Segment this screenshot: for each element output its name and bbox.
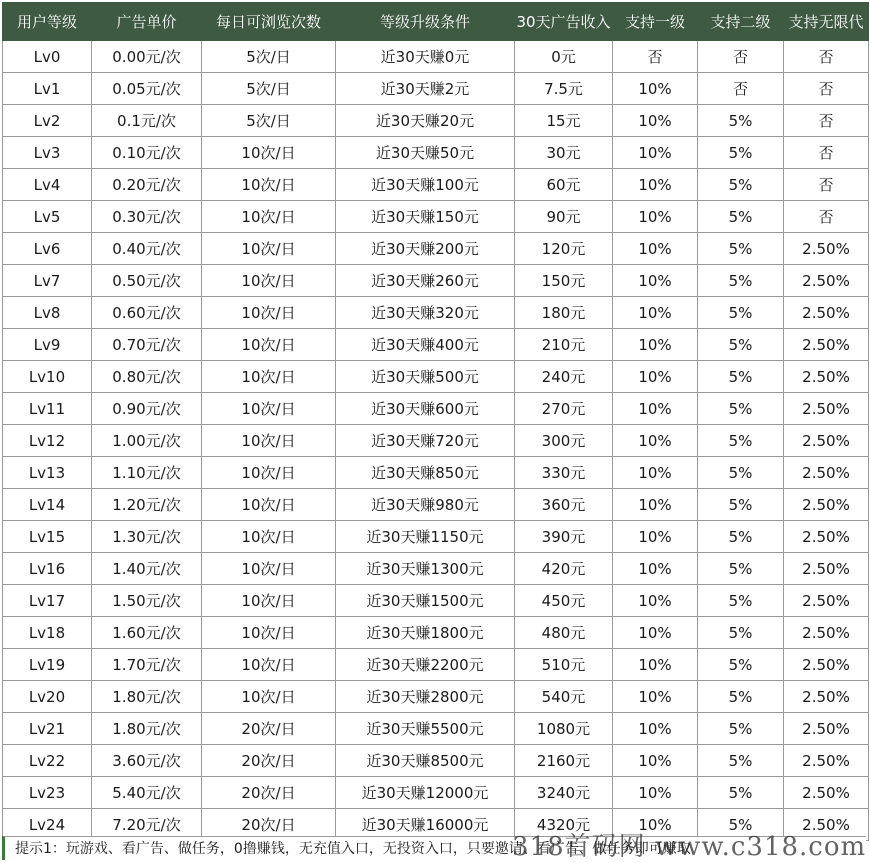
cell-30day-income: 510元	[515, 649, 613, 681]
level-table	[2, 2, 869, 841]
header-30day-income: 30天广告收入	[515, 3, 613, 41]
cell-30day-income: 390元	[515, 521, 613, 553]
cell-level-two: 5%	[698, 713, 784, 745]
cell-upgrade-condition: 近30天赚2200元	[336, 649, 515, 681]
cell-level: Lv15	[3, 521, 92, 553]
cell-30day-income: 15元	[515, 105, 613, 137]
cell-30day-income: 480元	[515, 617, 613, 649]
cell-30day-income: 450元	[515, 585, 613, 617]
table-body	[3, 41, 869, 841]
cell-30day-income: 540元	[515, 681, 613, 713]
table-row	[3, 73, 869, 105]
table-row	[3, 681, 869, 713]
cell-30day-income: 210元	[515, 329, 613, 361]
cell-unit-price: 0.70元/次	[92, 329, 202, 361]
table-row	[3, 169, 869, 201]
cell-unlimited: 2.50%	[784, 233, 869, 265]
cell-level-one: 10%	[613, 201, 698, 233]
cell-30day-income: 2160元	[515, 745, 613, 777]
cell-30day-income: 270元	[515, 393, 613, 425]
cell-unlimited: 2.50%	[784, 457, 869, 489]
table-row	[3, 361, 869, 393]
cell-level-two: 5%	[698, 393, 784, 425]
cell-unit-price: 1.70元/次	[92, 649, 202, 681]
table-row	[3, 617, 869, 649]
cell-unit-price: 0.40元/次	[92, 233, 202, 265]
cell-level-two: 5%	[698, 617, 784, 649]
cell-level: Lv14	[3, 489, 92, 521]
cell-level: Lv16	[3, 553, 92, 585]
cell-level: Lv23	[3, 777, 92, 809]
cell-daily-views: 10次/日	[202, 265, 336, 297]
cell-level-one: 10%	[613, 393, 698, 425]
header-level-one: 支持一级	[613, 3, 698, 41]
cell-level: Lv3	[3, 137, 92, 169]
cell-30day-income: 330元	[515, 457, 613, 489]
cell-unit-price: 1.60元/次	[92, 617, 202, 649]
cell-level-one: 10%	[613, 329, 698, 361]
table-row	[3, 41, 869, 73]
cell-daily-views: 5次/日	[202, 41, 336, 73]
cell-unlimited: 2.50%	[784, 617, 869, 649]
watermark: 318首码网 www.c318.com	[512, 832, 867, 862]
cell-upgrade-condition: 近30天赚1300元	[336, 553, 515, 585]
cell-level-one: 10%	[613, 297, 698, 329]
cell-level-two: 5%	[698, 649, 784, 681]
cell-level-one: 10%	[613, 777, 698, 809]
cell-unlimited: 否	[784, 41, 869, 73]
cell-unit-price: 0.05元/次	[92, 73, 202, 105]
cell-level-one: 10%	[613, 521, 698, 553]
header-ad-unit-price: 广告单价	[92, 3, 202, 41]
cell-daily-views: 10次/日	[202, 361, 336, 393]
table-row	[3, 457, 869, 489]
cell-daily-views: 10次/日	[202, 489, 336, 521]
cell-daily-views: 10次/日	[202, 521, 336, 553]
cell-level-two: 5%	[698, 777, 784, 809]
cell-daily-views: 10次/日	[202, 617, 336, 649]
header-row	[3, 3, 869, 41]
cell-daily-views: 10次/日	[202, 329, 336, 361]
table-row	[3, 585, 869, 617]
cell-unlimited: 2.50%	[784, 553, 869, 585]
cell-30day-income: 0元	[515, 41, 613, 73]
cell-level-one: 10%	[613, 137, 698, 169]
table-row	[3, 265, 869, 297]
cell-upgrade-condition: 近30天赚320元	[336, 297, 515, 329]
cell-level-two: 5%	[698, 233, 784, 265]
cell-unit-price: 0.60元/次	[92, 297, 202, 329]
cell-30day-income: 360元	[515, 489, 613, 521]
table-row	[3, 713, 869, 745]
cell-unlimited: 2.50%	[784, 329, 869, 361]
cell-unit-price: 0.50元/次	[92, 265, 202, 297]
table-row	[3, 777, 869, 809]
cell-level: Lv11	[3, 393, 92, 425]
cell-daily-views: 10次/日	[202, 201, 336, 233]
cell-level: Lv20	[3, 681, 92, 713]
cell-unit-price: 0.80元/次	[92, 361, 202, 393]
cell-daily-views: 10次/日	[202, 137, 336, 169]
cell-unit-price: 1.40元/次	[92, 553, 202, 585]
cell-level-one: 10%	[613, 489, 698, 521]
cell-level: Lv21	[3, 713, 92, 745]
cell-level: Lv22	[3, 745, 92, 777]
cell-unit-price: 0.1元/次	[92, 105, 202, 137]
cell-level-two: 5%	[698, 169, 784, 201]
cell-30day-income: 150元	[515, 265, 613, 297]
cell-upgrade-condition: 近30天赚16000元	[336, 809, 515, 841]
cell-unlimited: 否	[784, 137, 869, 169]
table-row	[3, 745, 869, 777]
cell-unlimited: 2.50%	[784, 361, 869, 393]
cell-upgrade-condition: 近30天赚20元	[336, 105, 515, 137]
cell-daily-views: 10次/日	[202, 425, 336, 457]
cell-daily-views: 10次/日	[202, 681, 336, 713]
cell-level: Lv6	[3, 233, 92, 265]
cell-level-one: 10%	[613, 617, 698, 649]
cell-level: Lv24	[3, 809, 92, 841]
cell-unit-price: 1.20元/次	[92, 489, 202, 521]
cell-level-one: 10%	[613, 649, 698, 681]
table-row	[3, 297, 869, 329]
cell-upgrade-condition: 近30天赚2元	[336, 73, 515, 105]
cell-unlimited: 2.50%	[784, 681, 869, 713]
cell-level-two: 5%	[698, 105, 784, 137]
cell-level-two: 5%	[698, 457, 784, 489]
cell-30day-income: 60元	[515, 169, 613, 201]
cell-unlimited: 2.50%	[784, 585, 869, 617]
cell-level: Lv18	[3, 617, 92, 649]
cell-upgrade-condition: 近30天赚12000元	[336, 777, 515, 809]
cell-daily-views: 10次/日	[202, 393, 336, 425]
cell-level-two: 5%	[698, 329, 784, 361]
cell-upgrade-condition: 近30天赚400元	[336, 329, 515, 361]
cell-upgrade-condition: 近30天赚1150元	[336, 521, 515, 553]
cell-unlimited: 2.50%	[784, 393, 869, 425]
cell-level-one: 否	[613, 41, 698, 73]
cell-unlimited: 2.50%	[784, 809, 869, 841]
table-row	[3, 137, 869, 169]
cell-upgrade-condition: 近30天赚600元	[336, 393, 515, 425]
table-row	[3, 425, 869, 457]
cell-upgrade-condition: 近30天赚980元	[336, 489, 515, 521]
cell-level: Lv12	[3, 425, 92, 457]
cell-upgrade-condition: 近30天赚850元	[336, 457, 515, 489]
cell-upgrade-condition: 近30天赚500元	[336, 361, 515, 393]
cell-unlimited: 2.50%	[784, 425, 869, 457]
cell-level-one: 10%	[613, 681, 698, 713]
cell-level-one: 10%	[613, 713, 698, 745]
cell-level: Lv13	[3, 457, 92, 489]
header-user-level: 用户等级	[3, 3, 92, 41]
cell-30day-income: 7.5元	[515, 73, 613, 105]
cell-level-two: 5%	[698, 585, 784, 617]
cell-level: Lv9	[3, 329, 92, 361]
cell-level-one: 10%	[613, 745, 698, 777]
cell-unit-price: 1.80元/次	[92, 681, 202, 713]
cell-30day-income: 300元	[515, 425, 613, 457]
cell-unit-price: 1.10元/次	[92, 457, 202, 489]
cell-level: Lv10	[3, 361, 92, 393]
cell-daily-views: 20次/日	[202, 777, 336, 809]
cell-upgrade-condition: 近30天赚1800元	[336, 617, 515, 649]
cell-level-two: 否	[698, 41, 784, 73]
cell-upgrade-condition: 近30天赚260元	[336, 265, 515, 297]
cell-level: Lv4	[3, 169, 92, 201]
cell-level: Lv5	[3, 201, 92, 233]
cell-level-two: 5%	[698, 745, 784, 777]
table-row	[3, 649, 869, 681]
cell-30day-income: 90元	[515, 201, 613, 233]
cell-level-two: 5%	[698, 361, 784, 393]
cell-30day-income: 3240元	[515, 777, 613, 809]
cell-level: Lv0	[3, 41, 92, 73]
cell-upgrade-condition: 近30天赚720元	[336, 425, 515, 457]
cell-daily-views: 10次/日	[202, 297, 336, 329]
cell-level-two: 否	[698, 73, 784, 105]
cell-level: Lv19	[3, 649, 92, 681]
cell-upgrade-condition: 近30天赚1500元	[336, 585, 515, 617]
cell-unlimited: 否	[784, 201, 869, 233]
cell-unlimited: 2.50%	[784, 489, 869, 521]
table-row	[3, 553, 869, 585]
cell-30day-income: 420元	[515, 553, 613, 585]
cell-30day-income: 30元	[515, 137, 613, 169]
cell-level: Lv7	[3, 265, 92, 297]
cell-daily-views: 10次/日	[202, 553, 336, 585]
table-header	[3, 3, 869, 41]
cell-upgrade-condition: 近30天赚100元	[336, 169, 515, 201]
cell-30day-income: 240元	[515, 361, 613, 393]
cell-level: Lv8	[3, 297, 92, 329]
cell-daily-views: 5次/日	[202, 73, 336, 105]
cell-unlimited: 2.50%	[784, 777, 869, 809]
cell-upgrade-condition: 近30天赚200元	[336, 233, 515, 265]
cell-level: Lv2	[3, 105, 92, 137]
cell-unlimited: 2.50%	[784, 265, 869, 297]
cell-unit-price: 1.80元/次	[92, 713, 202, 745]
cell-upgrade-condition: 近30天赚8500元	[336, 745, 515, 777]
header-daily-views: 每日可浏览次数	[202, 3, 336, 41]
cell-unit-price: 0.00元/次	[92, 41, 202, 73]
table-row	[3, 105, 869, 137]
cell-daily-views: 10次/日	[202, 457, 336, 489]
cell-level-two: 5%	[698, 521, 784, 553]
table-row	[3, 393, 869, 425]
cell-30day-income: 4320元	[515, 809, 613, 841]
cell-unlimited: 2.50%	[784, 649, 869, 681]
cell-unit-price: 1.00元/次	[92, 425, 202, 457]
cell-30day-income: 180元	[515, 297, 613, 329]
header-upgrade-condition: 等级升级条件	[336, 3, 515, 41]
cell-level-two: 5%	[698, 201, 784, 233]
table-row	[3, 489, 869, 521]
cell-level-one: 10%	[613, 233, 698, 265]
cell-daily-views: 10次/日	[202, 649, 336, 681]
cell-unit-price: 0.30元/次	[92, 201, 202, 233]
cell-daily-views: 5次/日	[202, 105, 336, 137]
cell-level-one: 10%	[613, 425, 698, 457]
cell-level-two: 5%	[698, 553, 784, 585]
cell-30day-income: 120元	[515, 233, 613, 265]
cell-unit-price: 1.50元/次	[92, 585, 202, 617]
cell-upgrade-condition: 近30天赚0元	[336, 41, 515, 73]
cell-daily-views: 20次/日	[202, 713, 336, 745]
cell-daily-views: 20次/日	[202, 745, 336, 777]
cell-level-one: 10%	[613, 457, 698, 489]
cell-level: Lv17	[3, 585, 92, 617]
cell-level-two: 5%	[698, 425, 784, 457]
cell-daily-views: 20次/日	[202, 809, 336, 841]
cell-daily-views: 10次/日	[202, 585, 336, 617]
cell-upgrade-condition: 近30天赚2800元	[336, 681, 515, 713]
cell-unlimited: 否	[784, 169, 869, 201]
cell-unit-price: 7.20元/次	[92, 809, 202, 841]
cell-unlimited: 2.50%	[784, 297, 869, 329]
cell-daily-views: 10次/日	[202, 233, 336, 265]
cell-level-one: 10%	[613, 73, 698, 105]
table-row	[3, 521, 869, 553]
header-unlimited: 支持无限代	[784, 3, 869, 41]
table-row	[3, 233, 869, 265]
cell-30day-income: 1080元	[515, 713, 613, 745]
tip-text: 提示1：玩游戏、看广告、做任务，0撸赚钱，无充值入口，无投资入口，只要邀请、看广告、做任务即可赚取	[2, 836, 866, 860]
cell-level-one: 10%	[613, 265, 698, 297]
cell-level-one: 10%	[613, 361, 698, 393]
cell-unlimited: 否	[784, 73, 869, 105]
cell-unit-price: 1.30元/次	[92, 521, 202, 553]
table-row	[3, 329, 869, 361]
cell-unit-price: 3.60元/次	[92, 745, 202, 777]
cell-level-two: 5%	[698, 265, 784, 297]
cell-level-two: 5%	[698, 489, 784, 521]
cell-unlimited: 2.50%	[784, 713, 869, 745]
cell-unit-price: 0.10元/次	[92, 137, 202, 169]
cell-upgrade-condition: 近30天赚150元	[336, 201, 515, 233]
cell-unlimited: 2.50%	[784, 745, 869, 777]
cell-level-one: 10%	[613, 105, 698, 137]
cell-level-one: 10%	[613, 809, 698, 841]
cell-level-one: 10%	[613, 553, 698, 585]
cell-level-one: 10%	[613, 169, 698, 201]
cell-unit-price: 0.20元/次	[92, 169, 202, 201]
table-row	[3, 201, 869, 233]
cell-upgrade-condition: 近30天赚50元	[336, 137, 515, 169]
cell-unlimited: 2.50%	[784, 521, 869, 553]
cell-level-two: 5%	[698, 809, 784, 841]
cell-daily-views: 10次/日	[202, 169, 336, 201]
cell-level-one: 10%	[613, 585, 698, 617]
cell-level-two: 5%	[698, 137, 784, 169]
cell-level-two: 5%	[698, 681, 784, 713]
cell-level-two: 5%	[698, 297, 784, 329]
header-level-two: 支持二级	[698, 3, 784, 41]
cell-unit-price: 5.40元/次	[92, 777, 202, 809]
cell-unit-price: 0.90元/次	[92, 393, 202, 425]
cell-level: Lv1	[3, 73, 92, 105]
cell-upgrade-condition: 近30天赚5500元	[336, 713, 515, 745]
cell-unlimited: 否	[784, 105, 869, 137]
